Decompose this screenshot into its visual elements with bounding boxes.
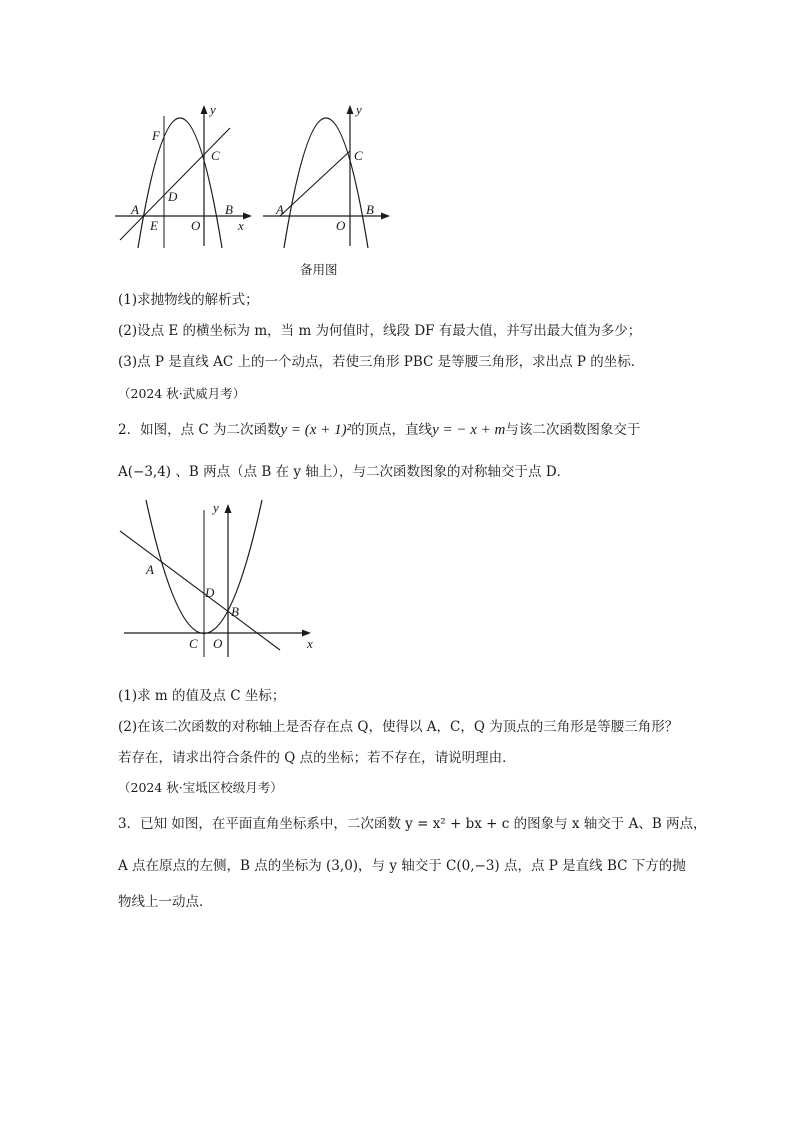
label-B: B [366,202,374,217]
problem2-line2: A(−3,4) 、B 两点（点 B 在 y 轴上），与二次函数图象的对称轴交于点 D． [118,464,571,480]
problem2-stem-a: 2．如图，点 C 为二次函数 [118,422,281,438]
problem3-source: （2024 秋·宝坻区校级月考） [118,780,283,795]
label-C: C [211,148,220,163]
problem1-q1: (1)求抛物线的解析式； [118,292,259,308]
problem3-line1: 3．已知 如图，在平面直角坐标系中，二次函数 y = x² + bx + c 的图象与 x 轴交于 A、B 两点， [118,816,707,832]
problem2-stem [118,420,640,440]
label-A: A [276,202,284,217]
label-C: C [354,148,363,163]
figure-main-parabola [112,100,257,250]
label-E: E [150,218,158,233]
label-A: A [146,562,154,577]
label-O: O [191,218,201,233]
label-y: y [213,500,219,515]
label-O: O [336,218,346,233]
problem3-line2: A 点在原点的左侧，B 点的坐标为 (3,0)，与 y 轴交于 C(0,−3) 点，点 P 是直线 BC 下方的抛 [118,858,686,874]
figure-backup-parabola [258,100,398,250]
problem2-q1: (1)求 m 的值及点 C 坐标； [118,688,286,704]
label-y: y [356,102,362,117]
label-y: y [210,102,216,117]
label-F: F [152,128,160,143]
problem2-formula-line: y = − x + m [432,422,506,438]
label-D: D [168,189,178,204]
label-D: D [205,585,215,600]
label-B: B [231,604,239,619]
figure-caption: 备用图 [300,262,338,277]
problem2-source: （2024 秋·武威月考） [118,386,246,401]
problem2-q2b: 若存在，请求出符合条件的 Q 点的坐标；若不存在，请说明理由． [118,750,516,766]
figure-problem2 [112,495,322,660]
problem2-stem-b: 的顶点，直线 [351,422,433,438]
problem1-q2: (2)设点 E 的横坐标为 m，当 m 为何值时，线段 DF 有最大值，并写出最大值为多少； [118,323,642,339]
label-B: B [225,202,233,217]
label-O: O [213,636,223,651]
label-x: x [307,636,313,651]
problem2-stem-c: 与该二次函数图象交于 [505,422,641,438]
label-A: A [131,202,139,217]
problem2-q2: (2)在该二次函数的对称轴上是否存在点 Q，使得以 A，C，Q 为顶点的三角形是等腰三角形？ [118,719,679,735]
label-x: x [238,218,244,233]
problem3-line3: 物线上一动点． [118,894,213,910]
problem1-q3: (3)点 P 是直线 AC 上的一个动点，若使三角形 PBC 是等腰三角形，求出点 P 的坐标． [118,354,645,370]
label-C: C [189,636,198,651]
problem2-formula-parabola: y = (x + 1)² [280,422,352,438]
